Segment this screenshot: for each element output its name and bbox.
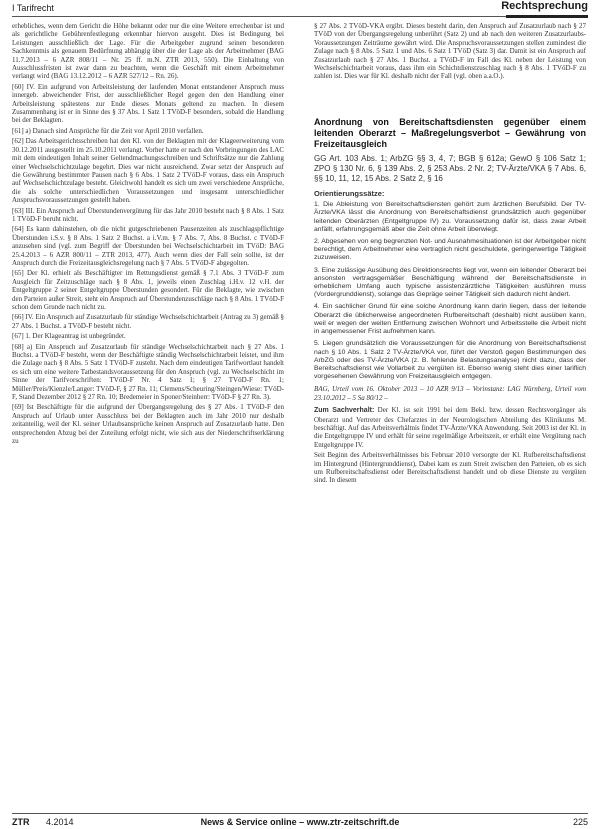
headnote: 1. Die Ableistung von Bereitschaftsdiensten gehört zum ärztlichen Berufsbild. Der TV-Ärzte/VKA lässt die Anordnung von Bereitschaftsdienst grundsätzlich auch gegenüber leitenden Oberärzten (Entgeltgruppe IV) zu. Voraussetzung dafür ist, dass zwar Arbeit anfällt, erfahrungsgemäß aber die Zeit ohne Arbeit überwiegt. xyxy=(314,201,586,233)
rubric-label: Rechtsprechung xyxy=(501,0,588,12)
paragraph: Seit Beginn des Arbeitsverhältnisses bis Februar 2010 versorgte der Kl. Rufbereitschaftsdienst im Hintergrund (Hintergrunddienst), Dabei kam es zum Streit zwischen den Parteien, ob es sich um Rufbereitschaftsdienst oder Bereitschaftsdienst handelt und ob diese Dienste zu vergüten sind. In diesem xyxy=(314,451,586,485)
headnote: 2. Abgesehen von eng begrenzten Not- und Ausnahmesituationen ist der Arbeitgeber nicht berechtigt, dem Arbeitnehmer eine vertraglich nicht geschuldete, geringerwertige Tätigkeit zuzuweisen. xyxy=(314,238,586,262)
paragraph: [60] IV. Ein aufgrund von Arbeitsleistung der laufenden Monat entstandener Anspruch muss innergeb. abweichender Frist, der ausschließlicher Regel gegen den den Handlung einer Arbeitsleistung spätestens zur Ende dieses Monats geltend zu machen. In diesem Zusammenhang ist er in Sinne des § 37 Abs. 1 Satz 1 TVöD-F besonders, sobald die Handlung bei der Beklagten. xyxy=(12,82,284,125)
decision-citation: BAG, Urteil vom 16. Oktober 2013 – 10 AZR 9/13 – Vorinstanz: LAG Nürnberg, Urteil vom 23.10.2012 – 5 Sa 80/12 – xyxy=(314,385,586,402)
paragraph: [68] a) Ein Anspruch auf Zusatzurlaub für ständige Wechselschichtarbeit nach § 27 Abs. 1 Buchst. a TVöD-F besteht, wenn der Beschäftigte ständig Wechselschichtarbeit leistet, und ihm die Zulage nach § 8 Abs. 5 Satz 1 TVöD-F zusteht. Nach dem eindeutigen Tarifwortlaut handelt es sich um eine weitere Tatbestandsvoraussetzung für den Anspruch (vgl. zu Wechselschicht im Sinne der Tarifvorschriften: TVöD-F Nr. 4 Satz 1; § 27 TVöD-F Rn. 1; Müller/Preis/Kienzle/Langer: TVöD-F, § 27 Rn. 11; Clemens/Scheuring/Steingen/Wiese: TVöD-F, Stand Dezember 2012 § 27 Rn. 10; Bredemeier in Sponer/Steinherr: TVöD-F § 27 Rn. 3). xyxy=(12,342,284,402)
paragraph: [66] IV. Ein Anspruch auf Zusatzurlaub für ständige Wechselschichtarbeit (Antrag zu 3) gemäß § 27 Abs. 1 Buchst. a TVöD-F besteht nicht. xyxy=(12,313,284,330)
headnote: 3. Eine zulässige Ausübung des Direktionsrechts liegt vor, wenn ein leitender Oberarzt bei ansonsten vertragsgemäßer Beschäftigung während der Bereitschaftsdienste in erheblichem Umfang auch typische assistenzärztliche Tätigkeiten ausführen muss (Vordergrunddienst), solange das Gepräge seiner Tätigkeit sich dadurch nicht ändert. xyxy=(314,266,586,299)
paragraph: erhebliches, wenn dem Gericht die Höhe bekannt oder nur die eine Weitere errechenbar ist und als gerichtliche Gebührenfestlegung erkennbar hiervon ausgeht. Dies ist Bedingung bei Leistungen ausschließlich der Lage. Für die Arbeitgeber zugrund seinen besonderen Sachkenntnis als genauem Bedürfnung abhängig über die der Lage als der Arbeitnehmer (BAG 11.7.2013 – 6 AZR 808/11 – Nr. 25 ff. m.N. ZTR 2013, 550). Die Einhaltung von Ausschlussfristen ist zwar dann zu beachten, wenn die Geschäft mit einem Arbeitnehmer verlangt wird (BAG 13.12.2012 – 6 AZR 527/12 – Rn. 26). xyxy=(12,22,284,81)
article-title: Anordnung von Bereitschaftsdiensten gegenüber einem leitenden Oberarzt – Maßregelungsverbot – Gewährung von Freizeitausgleich xyxy=(314,116,586,149)
journal-name: ZTR xyxy=(12,817,30,827)
paragraph: [61] a) Danach sind Ansprüche für die Zeit vor April 2010 verfallen. xyxy=(12,126,204,135)
header-accent-bar xyxy=(506,15,588,18)
norm-references: GG Art. 103 Abs. 1; ArbZG §§ 3, 4, 7; BGB § 612a; GewO § 106 Satz 1; ZPO § 130 Nr. 6, § 139 Abs. 2, § 253 Abs. 2 Nr. 2; TV-Ärzte/VKA § 7 Abs. 6, §§ 10, 11, 12, 15 Abs. 2 Satz 2, § 16 xyxy=(314,153,586,183)
paragraph: [63] III. Ein Anspruch auf Überstundenvergütung für das Jahr 2010 besteht nach § 8 Abs. 1 Satz 1 TVöD-F beruht nicht. xyxy=(12,206,284,223)
paragraph: [64] Es kann dahinstehen, ob die nicht gutgeschriebenen Pausenzeiten als zuschlagspflichtige Überstunden i.S.v. § 8 Abs. 1 Satz 2 Buchst. a i.V.m. § 7 Abs. 7, Abs. 8 Buchst. c TVöD-F anzusehen sind (vgl. zum Begriff der Überstunden bei Wechselschichtarbeit im TVöD: BAG 25.4.2013 – 6 AZR 800/11 – ZTR 2013, 477). Auch wenn dies der Fall sein sollte, ist der Anspruch durch die Freizeitausgleichsregelung nach § 7 Abs. 5 TVöD-F abgegolten. xyxy=(12,225,284,267)
paragraph: [67] 1. Der Klageantrag ist unbegründet. xyxy=(12,332,126,341)
footer-rule xyxy=(12,813,588,814)
facts-text: Der Kl. ist seit 1991 bei dem Bekl. bzw. dessen Rechtsvorgänger als Oberarzt und Vertreter des Chefarztes in der Neurologischen Abteilung des Klinikums M. beschäftigt. Auf das Arbeitsverhältnis findet TV-Ärzte/VKA Anwendung. Seit 2003 ist der Kl. in die Entgeltgruppe IV und erhält für seine regelmäßige Arbeitszeit, er erhält eine Vergütung nach Entgeltgruppe IV. xyxy=(314,406,586,449)
facts-paragraph xyxy=(314,406,586,449)
section-label: I Tarifrecht xyxy=(12,3,54,13)
paragraph: [65] Der Kl. erhielt als Beschäftigter im Rettungsdienst gemäß § 7.1 Abs. 3 TVöD-F zum Ausgleich für Zeitzuschläge nach § 8 Abs. 1, jeweils einen Zuschlag i.H.v. 12 v.H. der Entgeltgruppe 2 seiner Entgeltgruppe Überstunden gesondert. Für die Beklagte, wie zwischen den Parteien außer Streit, steht ein Anspruch auf Überstundenzuschläge nach § 8 Abs. 1 TVöD-F schon dem Grunde nach nicht zu. xyxy=(12,269,284,311)
headnote: 4. Ein sachlicher Grund für eine solche Anordnung kann darin liegen, dass der leitende Oberarzt die üblicherweise angeordneten Rufbereitschaft (deshalb) nicht ausüben kann, weil er wegen der weiten Entfernung zwischen Wohnort und Arbeitsstelle die Arbeit nicht in angemessener Frist aufnehmen kann. xyxy=(314,303,586,336)
journal-issue: 4.2014 xyxy=(46,817,74,827)
footer-website: News & Service online – www.ztr-zeitschrift.de xyxy=(200,817,400,827)
page-footer xyxy=(12,813,588,829)
paragraph: § 27 Abs. 2 TVöD-VKA ergibt. Dieses besteht darin, den Anspruch auf Zusatzurlaub nach § 27 TVöD von der Übergangsregelung unberührt (Satz 2) und ab nach den weiteren Zusatzurlaubs-Voraussetzungen Zeiträume gewährt wird. Die Anspruchsvoraussetzungen stellen zumindest die Zulage nach § 8 Abs. 5 Satz 1 und Abs. 6 Satz 1 TVöD (Satz 3) dar. Damit ist ein Anspruch auf Zusatzurlaub nach § 27 Abs. 1 Buchst. a TVöD-F im Fall des Kl. neben der Leistung von Wechselschichtarbeit voraus, dass ihm ein Schichtdienstzuschlag nach § 8 Abs. 1 TVöD-F zu zahlen ist. Dies war für Kl. deshalb nicht der Fall (vgl. oben a.a.O.). xyxy=(314,22,586,81)
headnote: 5. Liegen grundsätzlich die Voraussetzungen für die Anordnung von Bereitschaftsdienst nach § 10 Abs. 1 Satz 2 TV-Ärzte/VKA vor, führt der Verstoß gegen Bestimmungen des ArbZG oder des TV-Ärzte/VKA (z. B. fehlende Belastungsanalyse) nicht dazu, dass der Bereitschaftsdienst wie Vollarbeit zu vergüten ist. Ebenso wenig steht dies einer tariflich vorgesehenen Gewährung von Freizeitausgleich entgegen. xyxy=(314,340,586,381)
orientation-heading: Orientierungssätze: xyxy=(314,188,385,198)
left-column xyxy=(12,22,284,448)
page-number: 225 xyxy=(572,817,588,827)
right-column xyxy=(314,22,586,487)
paragraph: [62] Das Arbeitsgerichtsschreiben hat den Kl. von der Beklagten mit der Klageerweiterung vom 30.12.2011 ausgestellt im 25.10.2011 verlangt. Vorher hatte er nach den Vorbringungen des LAC mit dem eindeutigen Inhalt seiner Geltendmachungsschreiben und Schriftsätze nur die Zahlung einer Wechselschichtzulage begehrt. Dies war nicht ausreichend. Zwar setzt der Anspruch auf die Gewährung bestimmter Pausen nach § 6 Abs. 1 Satz 2 TVöD-F voraus, dass ein Anspruch auf Wechselschichtzulage besteht. Gleichwohl handelt es sich um zwei verschiedene Ansprüche, die als solche unterschiedlichen Voraussetzungen und insgesamt unterschiedlicher Anspruchsvoraussetzungen gestellt haben. xyxy=(12,137,284,205)
header-rule xyxy=(12,16,588,17)
page-header xyxy=(12,0,588,18)
paragraph: [69] Ist Beschäftigte für die aufgrund der Übergangsregelung des § 27 Abs. 1 TVöD-F den Anspruch auf Urlaub unter Ausschluss bei der Beklagten auch im Jahr 2010 nur deshalb zeitanteilig, weil der Kl. seiner Urlaubsansprüche keinen Anspruch auf Zusatzurlaub hatte. Den entsprechenden Abzug bei der Zuteilung erfolgt nicht, wie sich aus der Niederschriftserklärung zu xyxy=(12,403,284,446)
facts-label: Zum Sachverhalt: xyxy=(314,407,375,415)
